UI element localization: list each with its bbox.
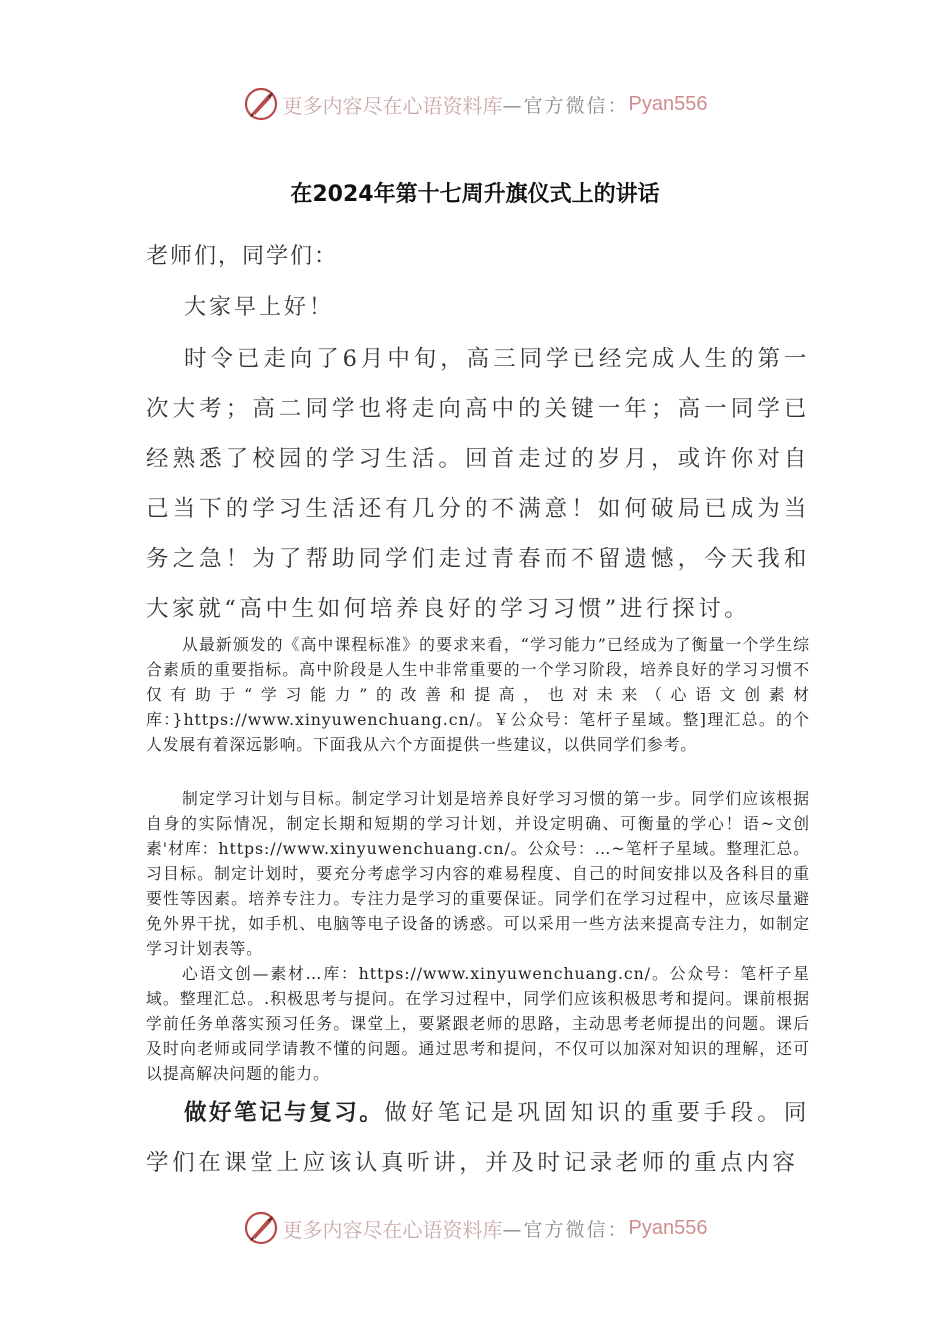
footer-wechat-id: Pyan556: [628, 1216, 708, 1239]
banner-official-text: —官方微信：: [502, 94, 629, 117]
pen-quill-logo-icon: [243, 86, 279, 122]
footer-banner: [0, 1206, 950, 1250]
banner-main-text: 更多内容尽在心语资料库: [282, 93, 503, 118]
paragraph-notes-body: 做好笔记是巩固知识的重要手段。同学们在课堂上应该认真听讲，并及时记录老师的重点内容: [146, 1100, 810, 1176]
paragraph-notes-heading: 做好笔记与复习。: [184, 1100, 385, 1126]
paragraph-thinking: 心语文创—素材…库：https://www.xinyuwenchuang.cn/。公众号：笔杆子星域。整理汇总。.积极思考与提问。在学习过程中，同学们应该积极思考和提问。课前根据学前任务单落实预习任务。课堂上，要紧跟老师的思路，主动思考老师提出的问题。课后及时向老师或同学请教不懂的问题。通过思考和提问，不仅可以加深对知识的理解，还可以提高解决问题的能力。: [146, 964, 810, 1083]
footer-main-text: 更多内容尽在心语资料库: [282, 1217, 503, 1242]
footer-official-text: —官方微信：: [502, 1218, 629, 1241]
greeting: 老师们，同学们：: [146, 244, 339, 269]
document-title: 在2024年第十七周升旗仪式上的讲话: [290, 182, 660, 207]
paragraph-intro: 时令已走向了6月中旬，高三同学已经完成人生的第一次大考；高二同学也将走向高中的关键一年；高一同学已经熟悉了校园的学习生活。回首走过的岁月，或许你对自己当下的学习生活还有几分的不满意！如何破局已成为当务之急！为了帮助同学们走过青春而不留遗憾，今天我和大家就“高中生如何培养良好的学习习惯”进行探讨。: [146, 346, 810, 622]
paragraph-curriculum: 从最新颁发的《高中课程标准》的要求来看，“学习能力”已经成为了衡量一个学生综合素质的重要指标。高中阶段是人生中非常重要的一个学习阶段，培养良好的学习习惯不仅有助于“学习能力”的改善和提高，也对未来（心语文创素材库：}https://www.xinyuwenchuang.cn/。￥公众号：笔杆子星域。整]理汇总。的个人发展有着深远影响。下面我从六个方面提供一些建议，以供同学们参考。: [146, 635, 810, 754]
salutation: 大家早上好！: [184, 295, 335, 320]
banner-wechat-id: Pyan556: [628, 92, 708, 115]
paragraph-plan: 制定学习计划与目标。制定学习计划是培养良好学习习惯的第一步。同学们应该根据自身的实际情况，制定长期和短期的学习计划，并设定明确、可衡量的学心！语~文创素'材库：https://www.xinyuwenchuang.cn/。公众号：…~笔杆子星域。整理汇总。习目标。制定计划时，要充分考虑学习内容的难易程度、自己的时间安排以及各科目的重要性等因素。培养专注力。专注力是学习的重要保证。同学们在学习过程中，应该尽量避免外界干扰，如手机、电脑等电子设备的诱惑。可以采用一些方法来提高专注力，如制定学习计划表等。: [146, 789, 810, 958]
header-banner: [0, 82, 950, 126]
paragraph-notes: [146, 1088, 810, 1188]
pen-quill-logo-icon: [243, 1210, 279, 1246]
